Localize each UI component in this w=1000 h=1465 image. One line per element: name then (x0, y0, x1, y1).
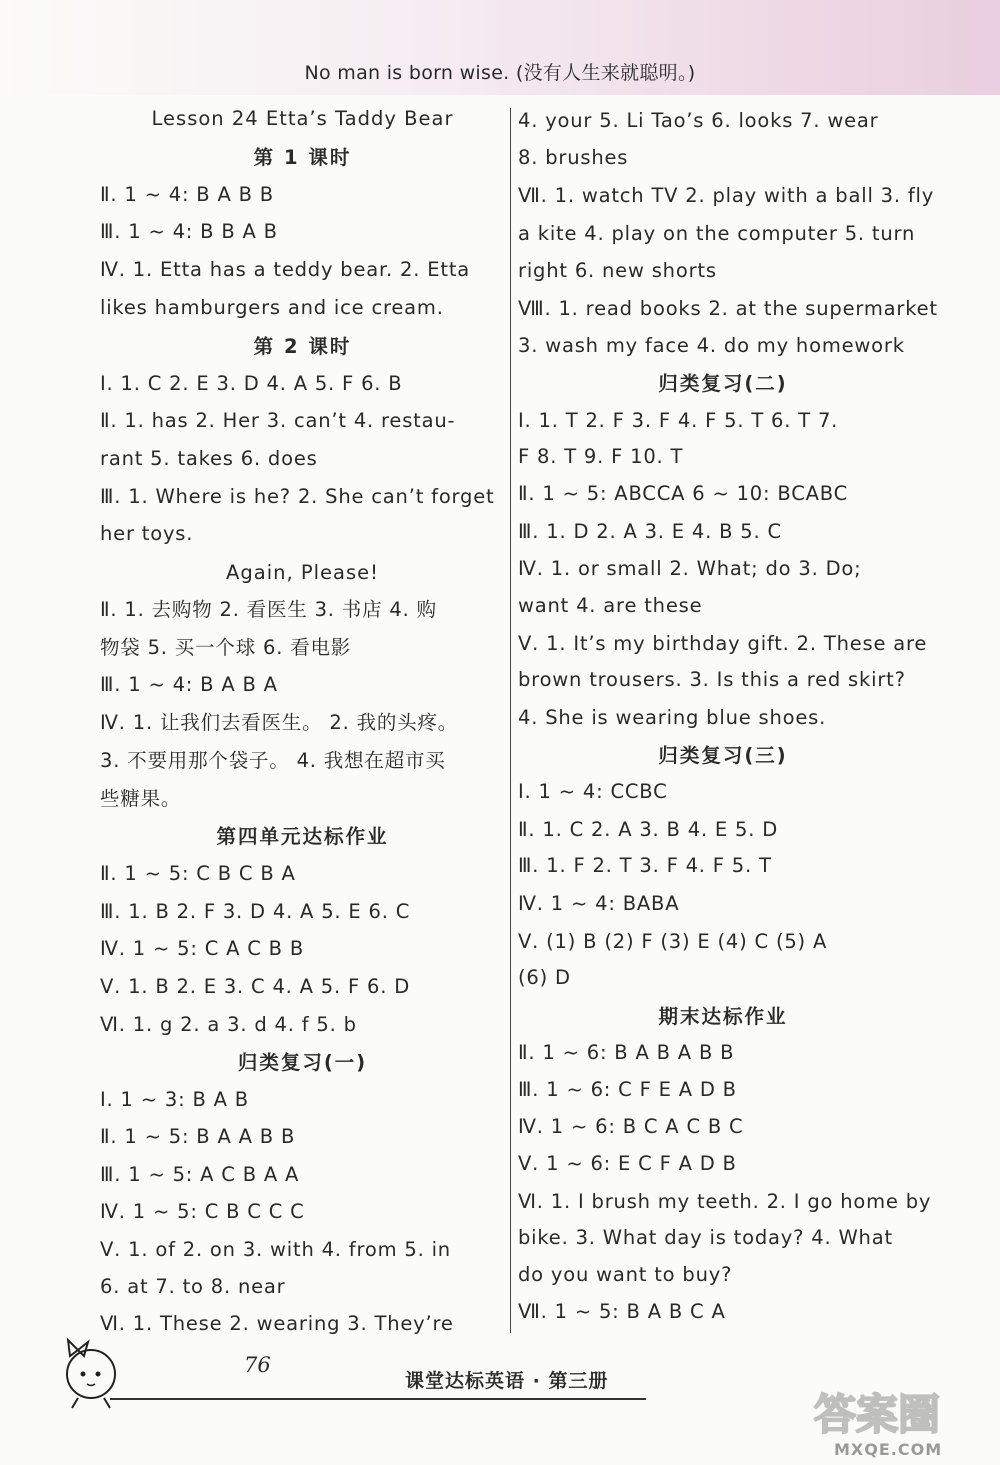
answer-line: Ⅱ. 1 ~ 5: C B C B A (100, 862, 296, 885)
answer-line: Ⅲ. 1. B 2. F 3. D 4. A 5. E 6. C (100, 900, 411, 923)
section-heading: 第 1 课时 (253, 146, 352, 169)
answer-line: Ⅳ. 1 ~ 6: B C A C B C (518, 1115, 744, 1138)
answer-line: Ⅳ. 1. Etta has a teddy bear. 2. Etta (100, 258, 471, 281)
answer-line: 8. brushes (518, 146, 629, 169)
answer-line: Ⅶ. 1 ~ 5: B A B C A (518, 1300, 726, 1323)
answer-line: Ⅱ. 1 ~ 4: B A B B (100, 183, 274, 206)
answer-line: Ⅱ. 1 ~ 5: ABCCA 6 ~ 10: BCABC (518, 482, 849, 505)
answer-line: do you want to buy? (518, 1263, 733, 1286)
watermark-logo (810, 1385, 980, 1440)
answer-line: Ⅵ. 1. I brush my teeth. 2. I go home by (518, 1190, 932, 1213)
answer-line: 3. 不要用那个袋子。 4. 我想在超市买 (100, 749, 446, 772)
answer-line: bike. 3. What day is today? 4. What (518, 1226, 893, 1249)
answer-line: Ⅶ. 1. watch TV 2. play with a ball 3. fly (518, 184, 935, 207)
cartoon-girl-icon (56, 1332, 126, 1412)
watermark-logo-text: 答案圈 (814, 1390, 941, 1439)
column-divider (510, 108, 511, 1333)
section-heading: 期末达标作业 (658, 1005, 788, 1028)
answer-line: Ⅵ. 1. These 2. wearing 3. They’re (100, 1312, 454, 1335)
answer-line: Ⅳ. 1 ~ 5: C A C B B (100, 937, 305, 960)
answer-line: 6. at 7. to 8. near (100, 1275, 286, 1298)
answer-line: Ⅴ. 1. of 2. on 3. with 4. from 5. in (100, 1238, 451, 1261)
answer-line: Ⅴ. (1) B (2) F (3) E (4) C (5) A (518, 930, 828, 953)
answer-line: 3. wash my face 4. do my homework (518, 334, 905, 357)
answer-line: Ⅲ. 1. F 2. T 3. F 4. F 5. T (518, 854, 772, 877)
answer-line: Ⅴ. 1 ~ 6: E C F A D B (518, 1152, 737, 1175)
answer-line: F 8. T 9. F 10. T (518, 445, 684, 468)
answer-line: 4. She is wearing blue shoes. (518, 706, 827, 729)
book-title: 课堂达标英语 · 第三册 (405, 1370, 609, 1392)
answer-line: Ⅳ. 1. or small 2. What; do 3. Do; (518, 557, 862, 580)
answer-line: rant 5. takes 6. does (100, 447, 318, 470)
answer-line: want 4. are these (518, 594, 703, 617)
lesson-title: Again, Please! (226, 561, 379, 584)
section-heading: 归类复习(二) (658, 372, 788, 395)
answer-line: right 6. new shorts (518, 259, 717, 282)
answer-line: Ⅱ. 1. has 2. Her 3. can’t 4. restau- (100, 409, 456, 432)
section-heading: 第 2 课时 (253, 335, 352, 358)
answer-line: Ⅲ. 1 ~ 5: A C B A A (100, 1163, 300, 1186)
answer-line: Ⅲ. 1 ~ 4: B A B A (100, 673, 278, 696)
answer-line: Ⅱ. 1 ~ 6: B A B A B B (518, 1041, 735, 1064)
answer-line: Ⅳ. 1. 让我们去看医生。 2. 我的头疼。 (100, 711, 459, 734)
answer-line: Ⅰ. 1 ~ 3: B A B (100, 1088, 249, 1111)
answer-line: Ⅲ. 1 ~ 4: B B A B (100, 220, 278, 243)
answer-line: Ⅳ. 1 ~ 4: BABA (518, 892, 680, 915)
page-motto: No man is born wise. (没有人生来就聪明。) (304, 62, 696, 84)
page-number: 76 (244, 1353, 271, 1377)
answer-line: Ⅱ. 1 ~ 5: B A A B B (100, 1125, 296, 1148)
footer-rule (110, 1398, 646, 1400)
answer-line: 些糖果。 (100, 787, 182, 810)
answer-line: a kite 4. play on the computer 5. turn (518, 222, 916, 245)
answer-line: Ⅰ. 1. C 2. E 3. D 4. A 5. F 6. B (100, 372, 403, 395)
answer-line: Ⅳ. 1 ~ 5: C B C C C (100, 1200, 305, 1223)
section-heading: 第四单元达标作业 (216, 825, 389, 848)
answer-line: Ⅲ. 1. Where is he? 2. She can’t forget (100, 485, 495, 508)
answer-line: Ⅴ. 1. B 2. E 3. C 4. A 5. F 6. D (100, 975, 411, 998)
answer-line: Ⅲ. 1. D 2. A 3. E 4. B 5. C (518, 520, 782, 543)
answer-line: 4. your 5. Li Tao’s 6. looks 7. wear (518, 109, 879, 132)
answer-line: Ⅰ. 1. T 2. F 3. F 4. F 5. T 6. T 7. (518, 409, 839, 432)
answer-line: likes hamburgers and ice cream. (100, 296, 444, 319)
answer-line: Ⅲ. 1 ~ 6: C F E A D B (518, 1078, 737, 1101)
watermark-url: MXQE.COM (834, 1440, 943, 1459)
answer-line: (6) D (518, 966, 571, 989)
answer-line: 物袋 5. 买一个球 6. 看电影 (100, 636, 352, 659)
answer-line: Ⅱ. 1. C 2. A 3. B 4. E 5. D (518, 818, 779, 841)
answer-line: Ⅴ. 1. It’s my birthday gift. 2. These are (518, 632, 928, 655)
answer-line: Ⅱ. 1. 去购物 2. 看医生 3. 书店 4. 购 (100, 598, 437, 621)
answer-line: Ⅵ. 1. g 2. a 3. d 4. f 5. b (100, 1013, 357, 1036)
section-heading: 归类复习(三) (658, 744, 788, 767)
lesson-title: Lesson 24 Etta’s Taddy Bear (151, 107, 454, 130)
section-heading: 归类复习(一) (237, 1051, 368, 1074)
answer-line: Ⅷ. 1. read books 2. at the supermarket (518, 297, 938, 320)
answer-line: Ⅰ. 1 ~ 4: CCBC (518, 780, 668, 803)
answer-line: her toys. (100, 522, 194, 545)
answer-line: brown trousers. 3. Is this a red skirt? (518, 668, 906, 691)
